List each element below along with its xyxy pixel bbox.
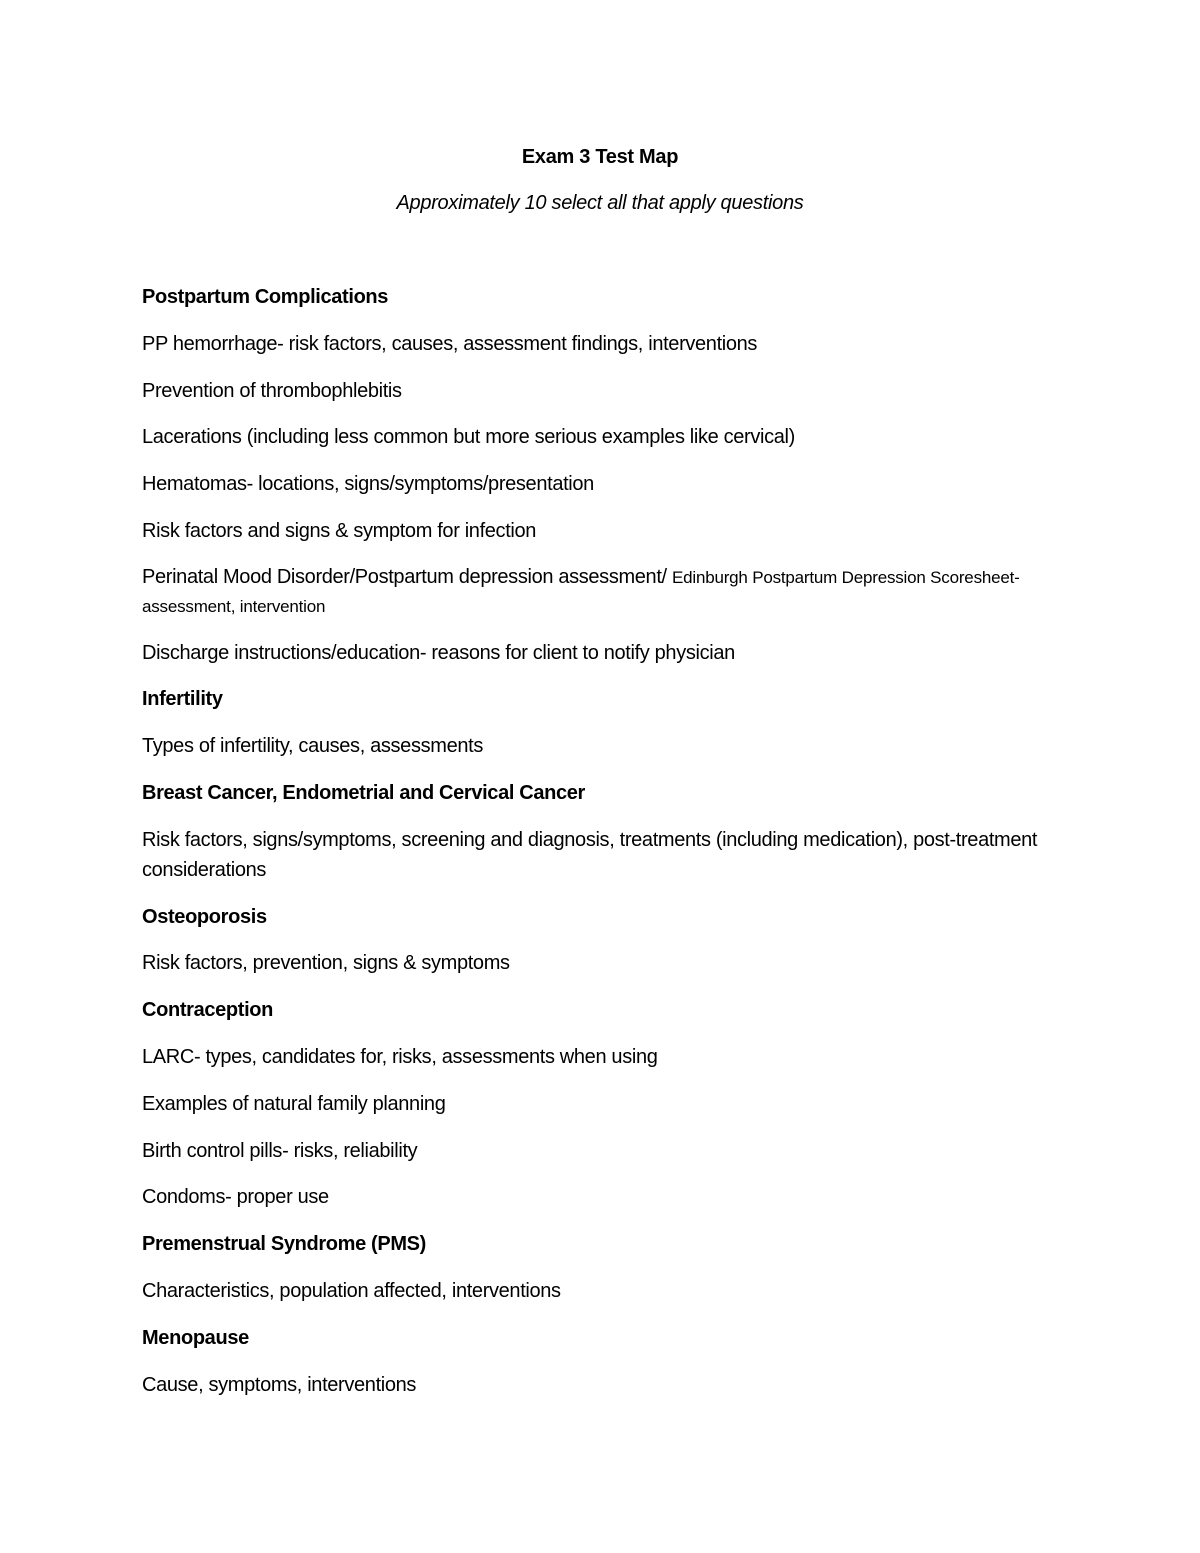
topic-natural-family-planning: Examples of natural family planning xyxy=(142,1092,446,1115)
topic-perinatal-mood-edinburgh: Edinburgh Postpartum Depression Scoresheet- assessment, intervention xyxy=(142,567,1020,616)
topic-larc: LARC- types, candidates for, risks, assessments when using xyxy=(142,1045,658,1068)
test-map-content xyxy=(142,282,1062,1416)
topic-hematomas: Hematomas- locations, signs/symptoms/presentation xyxy=(142,473,594,496)
topic-discharge: Discharge instructions/education- reasons for client to notify physician xyxy=(142,641,735,664)
document-title: Exam 3 Test Map xyxy=(521,146,679,168)
section-heading-infertility: Infertility xyxy=(142,688,223,711)
topic-lacerations: Lacerations (including less common but more serious examples like cervical) xyxy=(142,426,795,449)
topic-pms-details: Characteristics, population affected, interventions xyxy=(142,1279,561,1302)
section-heading-menopause: Menopause xyxy=(142,1326,249,1349)
topic-pp-hemorrhage: PP hemorrhage- risk factors, causes, assessment findings, interventions xyxy=(142,332,758,355)
topic-cancer-details: Risk factors, signs/symptoms, screening and diagnosis, treatments (including medication), post-treatment considerations xyxy=(142,828,1038,881)
topic-thrombophlebitis: Prevention of thrombophlebitis xyxy=(142,379,402,402)
section-heading-contraception: Contraception xyxy=(142,999,274,1022)
topic-infection: Risk factors and signs & symptom for infection xyxy=(142,519,537,542)
section-heading-pms: Premenstrual Syndrome (PMS) xyxy=(142,1233,426,1256)
topic-perinatal-mood xyxy=(142,563,1062,621)
section-heading-cancer: Breast Cancer, Endometrial and Cervical Cancer xyxy=(142,781,585,804)
topic-menopause-details: Cause, symptoms, interventions xyxy=(142,1373,417,1396)
topic-perinatal-mood-main: Perinatal Mood Disorder/Postpartum depression assessment/ xyxy=(142,565,672,588)
topic-birth-control-pills: Birth control pills- risks, reliability xyxy=(142,1139,418,1162)
section-heading-postpartum: Postpartum Complications xyxy=(142,286,389,308)
document-subtitle: Approximately 10 select all that apply questions xyxy=(396,192,804,214)
topic-osteoporosis-details: Risk factors, prevention, signs & symptoms xyxy=(142,952,510,975)
topic-infertility-types: Types of infertility, causes, assessments xyxy=(142,735,483,758)
topic-condoms: Condoms- proper use xyxy=(142,1186,329,1209)
section-heading-osteoporosis: Osteoporosis xyxy=(142,905,267,928)
